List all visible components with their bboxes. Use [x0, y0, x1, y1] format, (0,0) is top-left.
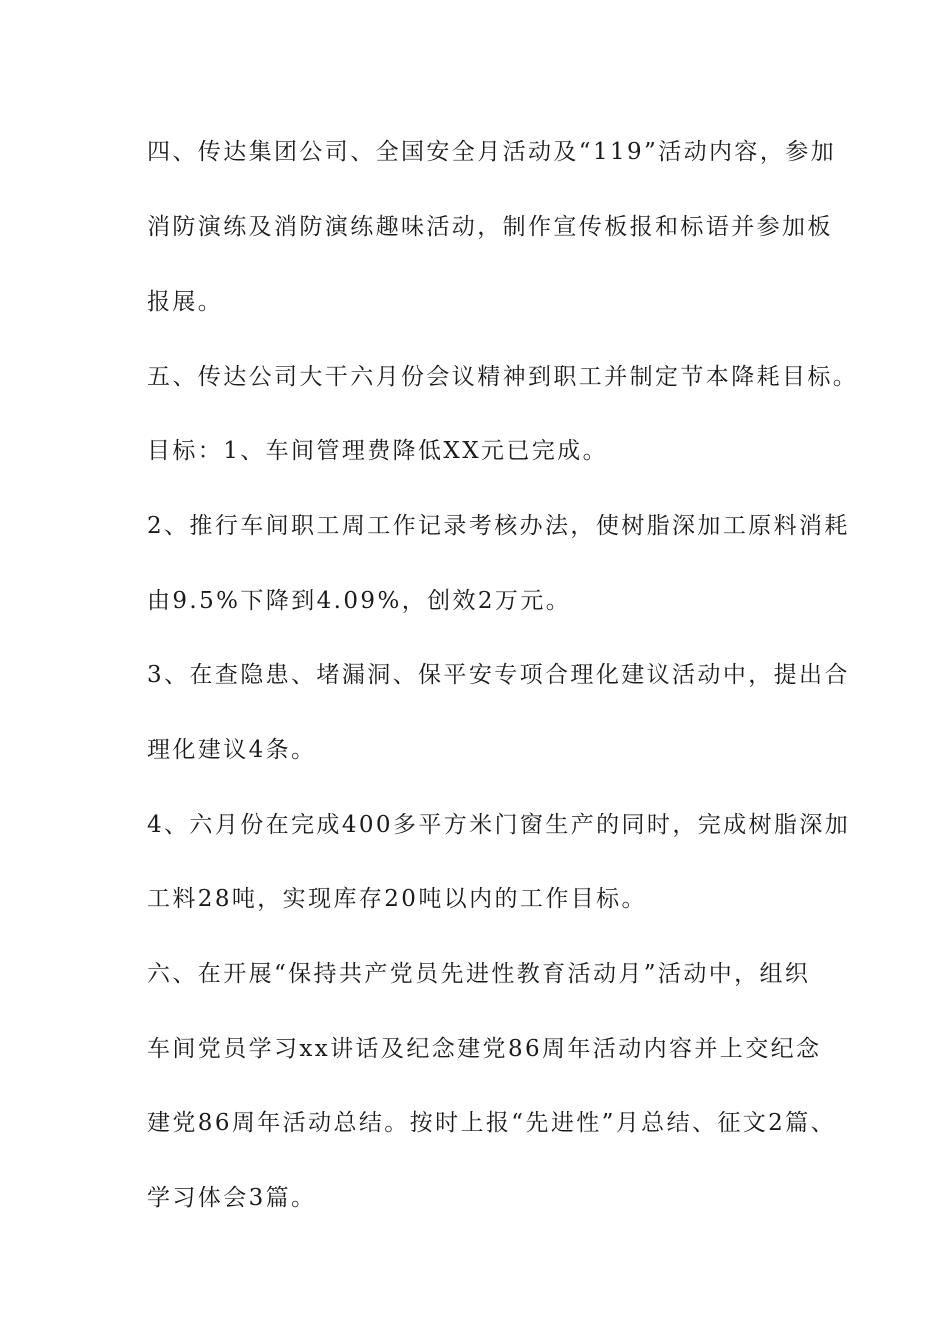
text-line: 目标：1、车间管理费降低XX元已完成。 — [147, 438, 608, 464]
text-line: 建党86周年活动总结。按时上报“先进性”月总结、征文2篇、 — [147, 1110, 837, 1136]
text-line: 五、传达公司大干六月份会议精神到职工并制定节本降耗目标。 — [147, 364, 859, 390]
text-line: 由9.5%下降到4.09%，创效2万元。 — [147, 588, 572, 614]
text-line: 四、传达集团公司、全国安全月活动及“119”活动内容，参加 — [147, 139, 837, 165]
text-line: 4、六月份在完成400多平方米门窗生产的同时，完成树脂深加 — [147, 812, 851, 838]
text-line: 六、在开展“保持共产党员先进性教育活动月”活动中，组织 — [147, 961, 811, 987]
text-line: 2、推行车间职工周工作记录考核办法，使树脂深加工原料消耗 — [147, 513, 850, 539]
text-line: 消防演练及消防演练趣味活动，制作宣传板报和标语并参加板 — [147, 214, 833, 240]
text-line: 学习体会3篇。 — [147, 1185, 317, 1211]
text-line: 3、在查隐患、堵漏洞、保平安专项合理化建议活动中，提出合 — [147, 662, 850, 688]
text-line: 报展。 — [147, 289, 224, 315]
text-line: 车间党员学习xx讲话及纪念建党86周年活动内容并上交纪念 — [147, 1036, 822, 1062]
text-line: 工料28吨，实现库存20吨以内的工作目标。 — [147, 886, 647, 912]
text-line: 理化建议4条。 — [147, 737, 317, 763]
